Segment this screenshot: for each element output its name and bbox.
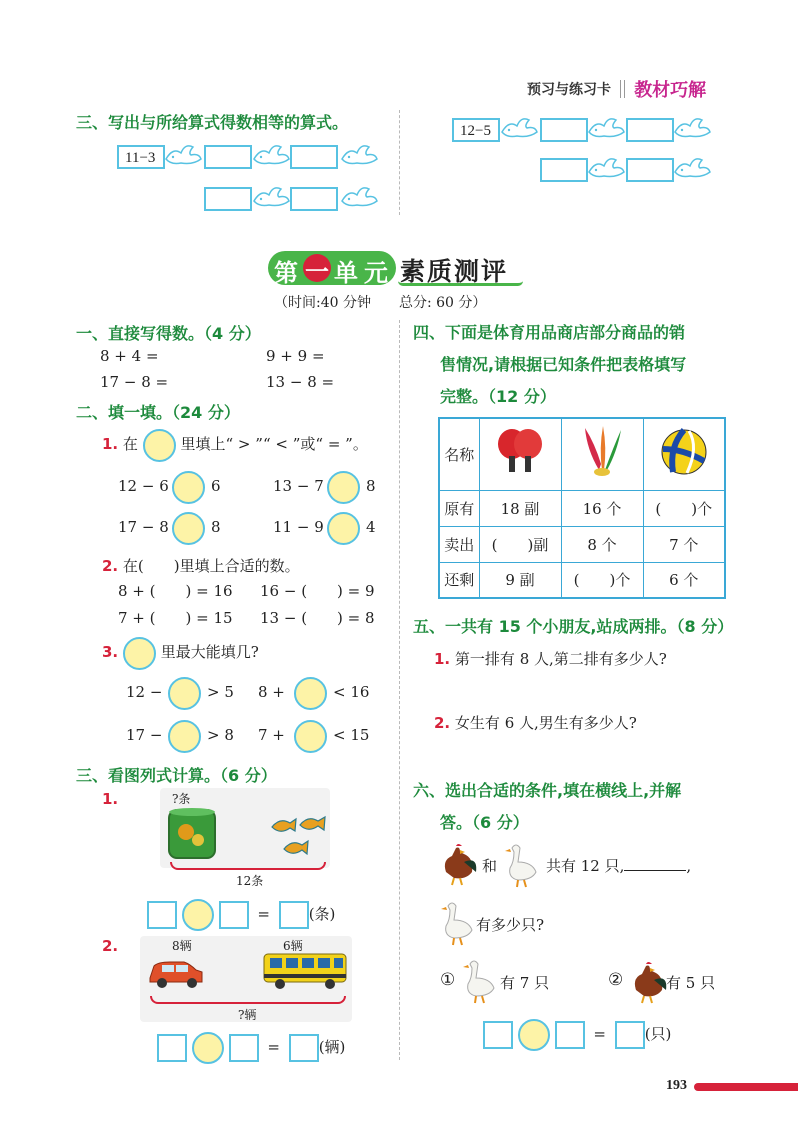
- exam-info: （时间:40 分钟 总分: 60 分）: [274, 295, 487, 311]
- dove-icon: [672, 114, 712, 142]
- max-post: < 15: [333, 726, 370, 744]
- option-text: 有 7 只: [500, 974, 550, 992]
- brand-label: 教材巧解: [634, 80, 707, 101]
- title-char: 第: [274, 259, 298, 287]
- compare-right: 8: [211, 518, 221, 536]
- equation-row: [157, 1031, 345, 1064]
- equals-sign: =: [257, 905, 270, 923]
- q1-item: 9 + 9 =: [266, 347, 325, 365]
- part-number: 2.: [434, 714, 451, 732]
- fish-icon: [270, 815, 328, 863]
- max-pre: 12 −: [126, 683, 163, 701]
- table-cell: 8 个: [561, 526, 643, 562]
- page-header: [527, 76, 706, 100]
- page-number: 193: [666, 1078, 687, 1093]
- equation-box[interactable]: [279, 901, 309, 929]
- compare-left: 12 − 6: [118, 477, 169, 495]
- q3-title: 三、看图列式计算。（6 分）: [76, 766, 277, 785]
- table-cell: 7 个: [643, 526, 725, 562]
- symbol-circle-icon: [143, 429, 176, 462]
- table-row: [439, 418, 725, 490]
- prompt-text: 第一排有 8 人,第二排有多少人?: [454, 650, 667, 668]
- compare-row: [118, 511, 221, 545]
- volleyball-icon: [659, 427, 709, 477]
- table-row: [439, 526, 725, 562]
- compare-circle[interactable]: [172, 512, 205, 545]
- fish-jar-icon: [166, 806, 218, 862]
- count-label: 8辆: [172, 939, 192, 953]
- sales-table: [438, 417, 726, 599]
- compare-left: 17 − 8: [118, 518, 169, 536]
- total-label: 12条: [236, 874, 264, 888]
- shuttlecock-icon: [577, 424, 627, 480]
- table-header-cell: 名称: [439, 418, 479, 490]
- q6-title-line: 六、选出合适的条件,填在横线上,并解: [413, 781, 682, 800]
- option-mark: ①: [440, 970, 456, 990]
- max-post: < 16: [333, 683, 370, 701]
- max-pre: 17 −: [126, 726, 163, 744]
- bracket-line: [170, 862, 326, 870]
- operator-circle[interactable]: [518, 1019, 550, 1051]
- q1-title: 一、直接写得数。（4 分）: [76, 324, 261, 343]
- q4-title-line: 四、下面是体育用品商店部分商品的销: [413, 323, 686, 342]
- q1-item: 8 + 4 =: [100, 347, 159, 365]
- compare-right: 4: [366, 518, 376, 536]
- equation-box[interactable]: [147, 901, 177, 929]
- fill-blank-item[interactable]: 8 + ( ) = 16: [118, 582, 233, 600]
- compare-left: 11 − 9: [273, 518, 324, 536]
- table-cell: 6 个: [643, 562, 725, 598]
- row-label: 还剩: [439, 562, 479, 598]
- compare-right: 6: [211, 477, 221, 495]
- table-blank-cell[interactable]: ( )副: [479, 526, 561, 562]
- answer-box[interactable]: [290, 187, 338, 211]
- row-label: 卖出: [439, 526, 479, 562]
- title-swoosh: [398, 281, 523, 286]
- option-mark: ②: [608, 970, 624, 990]
- max-fill-row: [258, 719, 369, 753]
- equals-sign: =: [593, 1025, 606, 1043]
- q4-title-line: 售情况,请根据已知条件把表格填写: [440, 355, 687, 374]
- equation-row: [147, 898, 335, 931]
- option-2[interactable]: [608, 970, 623, 990]
- equation-box[interactable]: [555, 1021, 585, 1049]
- compare-circle[interactable]: [327, 512, 360, 545]
- max-fill-row: [126, 676, 234, 710]
- max-post: > 8: [207, 726, 234, 744]
- bracket-line: [150, 996, 346, 1004]
- compare-row: [273, 511, 376, 545]
- car-icon: [146, 956, 206, 990]
- q1-item: 17 − 8 =: [100, 373, 169, 391]
- max-circle[interactable]: [168, 720, 201, 753]
- unit-label: (只): [644, 1025, 672, 1043]
- answer-box[interactable]: [626, 118, 674, 142]
- part-number: 2.: [102, 557, 119, 575]
- operator-circle[interactable]: [182, 899, 214, 931]
- condition-blank-line[interactable]: [624, 870, 686, 871]
- fill-blank-item[interactable]: 7 + ( ) = 15: [118, 609, 233, 627]
- dove-icon: [672, 154, 712, 182]
- unit-label: (辆): [318, 1038, 346, 1056]
- prompt-text: 女生有 6 人,男生有多少人?: [454, 714, 637, 732]
- fill-blank-item[interactable]: 13 − ( ) = 8: [260, 609, 375, 627]
- expr-12-5: 12−5: [452, 118, 500, 142]
- table-row: [439, 562, 725, 598]
- title-rest: 素质测评: [400, 257, 509, 286]
- row-label: 原有: [439, 490, 479, 526]
- answer-box[interactable]: [540, 118, 588, 142]
- bus-icon: [262, 950, 348, 992]
- table-cell: 16 个: [561, 490, 643, 526]
- answer-box[interactable]: [204, 187, 252, 211]
- question-text: 有多少只?: [476, 916, 545, 934]
- dove-icon: [586, 154, 626, 182]
- dove-icon: [499, 114, 539, 142]
- compare-circle[interactable]: [172, 471, 205, 504]
- table-cell: 18 副: [479, 490, 561, 526]
- total-label: ?辆: [238, 1008, 257, 1022]
- option-text: 有 5 只: [666, 974, 716, 992]
- q2-part3-prompt: [102, 636, 259, 670]
- answer-box[interactable]: [626, 158, 674, 182]
- equation-box[interactable]: [219, 901, 249, 929]
- compare-row: [273, 470, 376, 504]
- prompt-text: 里填上“ > ”“ < ”或“ = ”。: [180, 435, 368, 453]
- compare-row: [118, 470, 221, 504]
- prompt-text: 在: [122, 435, 138, 453]
- compare-right: 8: [366, 477, 376, 495]
- equation-box[interactable]: [229, 1034, 259, 1062]
- pingpong-paddle-icon: [494, 426, 546, 478]
- title-char: 一: [305, 258, 329, 286]
- answer-box[interactable]: [290, 145, 338, 169]
- max-circle[interactable]: [294, 720, 327, 753]
- equals-sign: =: [267, 1038, 280, 1056]
- table-row: [439, 490, 725, 526]
- goose-icon: [460, 956, 500, 1004]
- compare-left: 13 − 7: [273, 477, 324, 495]
- equation-box[interactable]: [483, 1021, 513, 1049]
- max-circle[interactable]: [294, 677, 327, 710]
- table-image-cell: [479, 418, 561, 490]
- dove-icon: [251, 141, 291, 169]
- table-image-cell: [561, 418, 643, 490]
- dove-icon: [339, 141, 379, 169]
- footer-bar: [694, 1083, 798, 1091]
- column-divider: [399, 110, 400, 215]
- condition-text: 共有 12 只,: [546, 857, 625, 875]
- table-cell: 9 副: [479, 562, 561, 598]
- q6-title-line: 答。（6 分）: [440, 813, 529, 832]
- q2-part2-prompt: [102, 555, 300, 576]
- series-label: 预习与练习卡: [527, 82, 611, 98]
- max-fill-row: [258, 676, 369, 710]
- number-circle-icon: [123, 637, 156, 670]
- max-pre: 7 +: [258, 726, 285, 744]
- dove-icon: [251, 183, 291, 211]
- rooster-icon: [628, 960, 668, 1004]
- answer-box[interactable]: [540, 158, 588, 182]
- fill-blank-item[interactable]: 16 − ( ) = 9: [260, 582, 375, 600]
- dove-icon: [586, 114, 626, 142]
- prompt-text: 里最大能填几?: [160, 643, 259, 661]
- q6-condition-text: [546, 855, 691, 876]
- operator-circle[interactable]: [192, 1032, 224, 1064]
- equation-box[interactable]: [289, 1034, 319, 1062]
- q5-title: 五、一共有 15 个小朋友,站成两排。（8 分）: [413, 617, 734, 636]
- title-char: 元: [364, 259, 388, 287]
- compare-circle[interactable]: [327, 471, 360, 504]
- q5-part2: [434, 712, 637, 733]
- and-label: 和: [482, 857, 498, 875]
- comma: ,: [686, 857, 692, 875]
- table-blank-cell[interactable]: ( )个: [643, 490, 725, 526]
- max-circle[interactable]: [168, 677, 201, 710]
- max-pre: 8 +: [258, 683, 285, 701]
- q5-part1: [434, 648, 667, 669]
- title-char: 单: [334, 259, 358, 287]
- equation-row: [483, 1018, 671, 1051]
- part-number: 3.: [102, 643, 119, 661]
- max-fill-row: [126, 719, 234, 753]
- part-number: 1.: [434, 650, 451, 668]
- dove-icon: [339, 183, 379, 211]
- table-blank-cell[interactable]: ( )个: [561, 562, 643, 598]
- part-number: 1.: [102, 435, 119, 453]
- dove-icon: [163, 141, 203, 169]
- equation-box[interactable]: [615, 1021, 645, 1049]
- top-section-title: 三、写出与所给算式得数相等的算式。: [76, 113, 349, 132]
- equation-box[interactable]: [157, 1034, 187, 1062]
- goose-icon: [502, 840, 542, 888]
- prompt-text: 在( )里填上合适的数。: [122, 557, 300, 575]
- q1-item: 13 − 8 =: [266, 373, 335, 391]
- unit-label: (条): [308, 905, 336, 923]
- count-label: 6辆: [283, 939, 303, 953]
- q2-part1-prompt: [102, 428, 368, 462]
- table-image-cell: [643, 418, 725, 490]
- goose-icon: [438, 898, 478, 946]
- count-label: ?条: [172, 792, 191, 806]
- part-number: 2.: [102, 937, 119, 955]
- rooster-icon: [438, 842, 478, 886]
- max-post: > 5: [207, 683, 234, 701]
- option-1[interactable]: [440, 970, 455, 990]
- column-divider: [399, 320, 400, 1060]
- answer-box[interactable]: [204, 145, 252, 169]
- q4-title-line: 完整。（12 分）: [440, 387, 556, 406]
- unit-title-banner: [268, 251, 528, 287]
- header-divider: [620, 80, 625, 98]
- q2-title: 二、填一填。（24 分）: [76, 403, 240, 422]
- expr-11-3: 11−3: [117, 145, 165, 169]
- part-number: 1.: [102, 790, 119, 808]
